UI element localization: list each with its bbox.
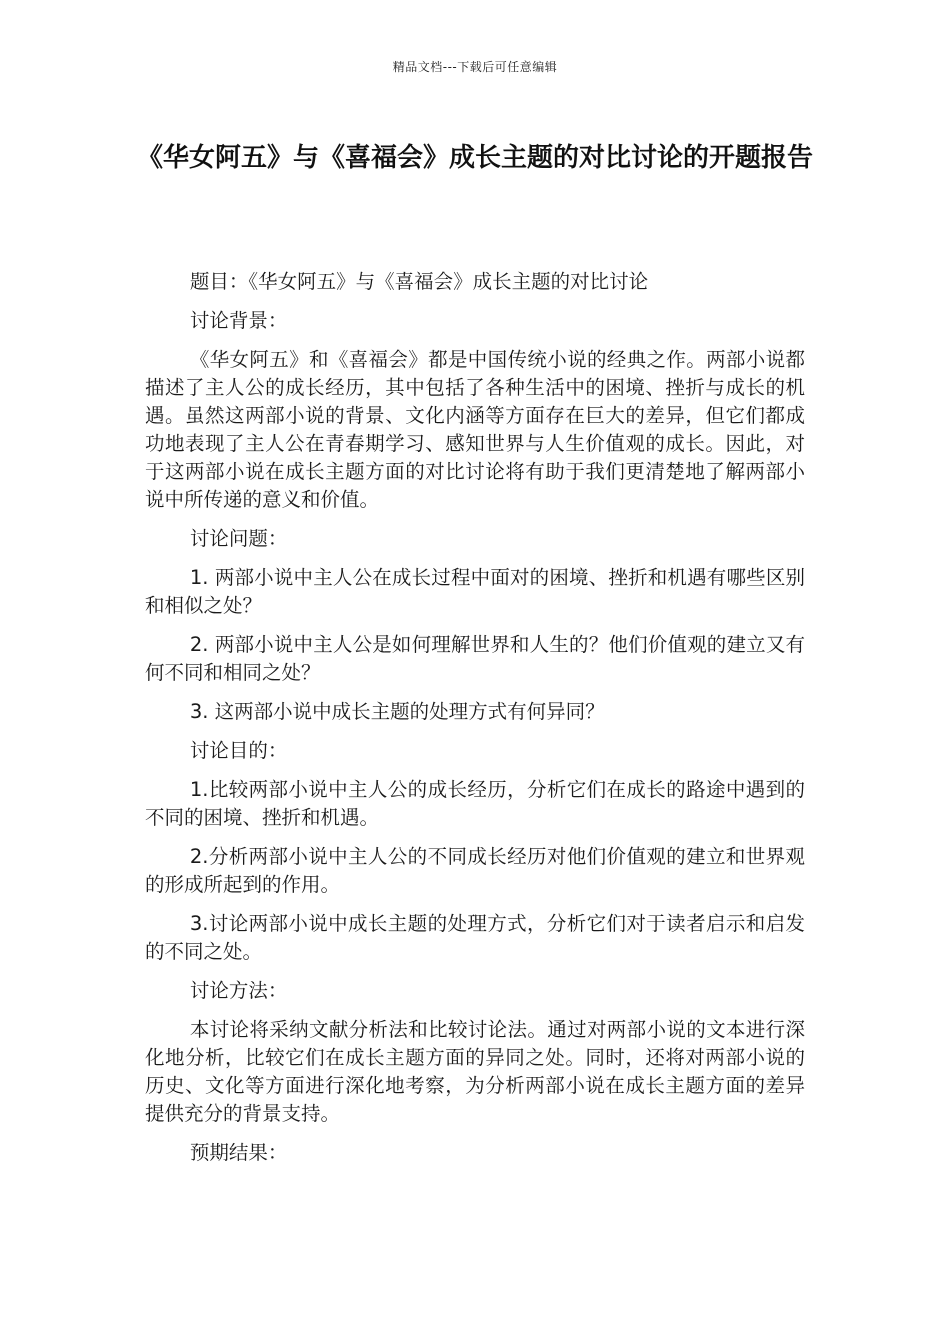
purpose-item-3: 3.讨论两部小说中成长主题的处理方式，分析它们对于读者启示和启发的不同之处。 bbox=[145, 912, 805, 963]
section-heading-expected-results: 预期结果： bbox=[189, 1141, 288, 1164]
topic-line: 题目：《华女阿五》与《喜福会》成长主题的对比讨论 bbox=[189, 270, 649, 293]
section-heading-background: 讨论背景： bbox=[189, 309, 288, 332]
section-heading-method: 讨论方法： bbox=[189, 979, 288, 1002]
purpose-item-2: 2.分析两部小说中主人公的不同成长经历对他们价值观的建立和世界观的形成所起到的作用。 bbox=[145, 845, 805, 896]
page-header: 精品文档---下载后可任意编辑 bbox=[392, 60, 558, 74]
method-paragraph: 本讨论将采纳文献分析法和比较讨论法。通过对两部小说的文本进行深化地分析，比较它们在成长主题方面的异同之处。同时，还将对两部小说的历史、文化等方面进行深化地考察，为分析两部小说在成长主题方面的差异提供充分的背景支持。 bbox=[145, 1018, 805, 1125]
question-item-2: 2. 两部小说中主人公是如何理解世界和人生的？他们价值观的建立又有何不同和相同之处？ bbox=[145, 633, 805, 684]
document-body bbox=[145, 268, 805, 1178]
document-title: 《华女阿五》与《喜福会》成长主题的对比讨论的开题报告 bbox=[136, 143, 813, 173]
question-item-1: 1. 两部小说中主人公在成长过程中面对的困境、挫折和机遇有哪些区别和相似之处？ bbox=[145, 566, 805, 617]
question-item-3: 3. 这两部小说中成长主题的处理方式有何异同？ bbox=[189, 700, 605, 723]
background-paragraph: 《华女阿五》和《喜福会》都是中国传统小说的经典之作。两部小说都描述了主人公的成长经历，其中包括了各种生活中的困境、挫折与成长的机遇。虽然这两部小说的背景、文化内涵等方面存在巨大的差异，但它们都成功地表现了主人公在青春期学习、感知世界与人生价值观的成长。因此，对于这两部小说在成长主题方面的对比讨论将有助于我们更清楚地了解两部小说中所传递的意义和价值。 bbox=[145, 348, 805, 511]
section-heading-purpose: 讨论目的： bbox=[189, 739, 288, 762]
purpose-item-1: 1.比较两部小说中主人公的成长经历，分析它们在成长的路途中遇到的不同的困境、挫折和机遇。 bbox=[145, 778, 805, 829]
section-heading-questions: 讨论问题： bbox=[189, 527, 288, 550]
